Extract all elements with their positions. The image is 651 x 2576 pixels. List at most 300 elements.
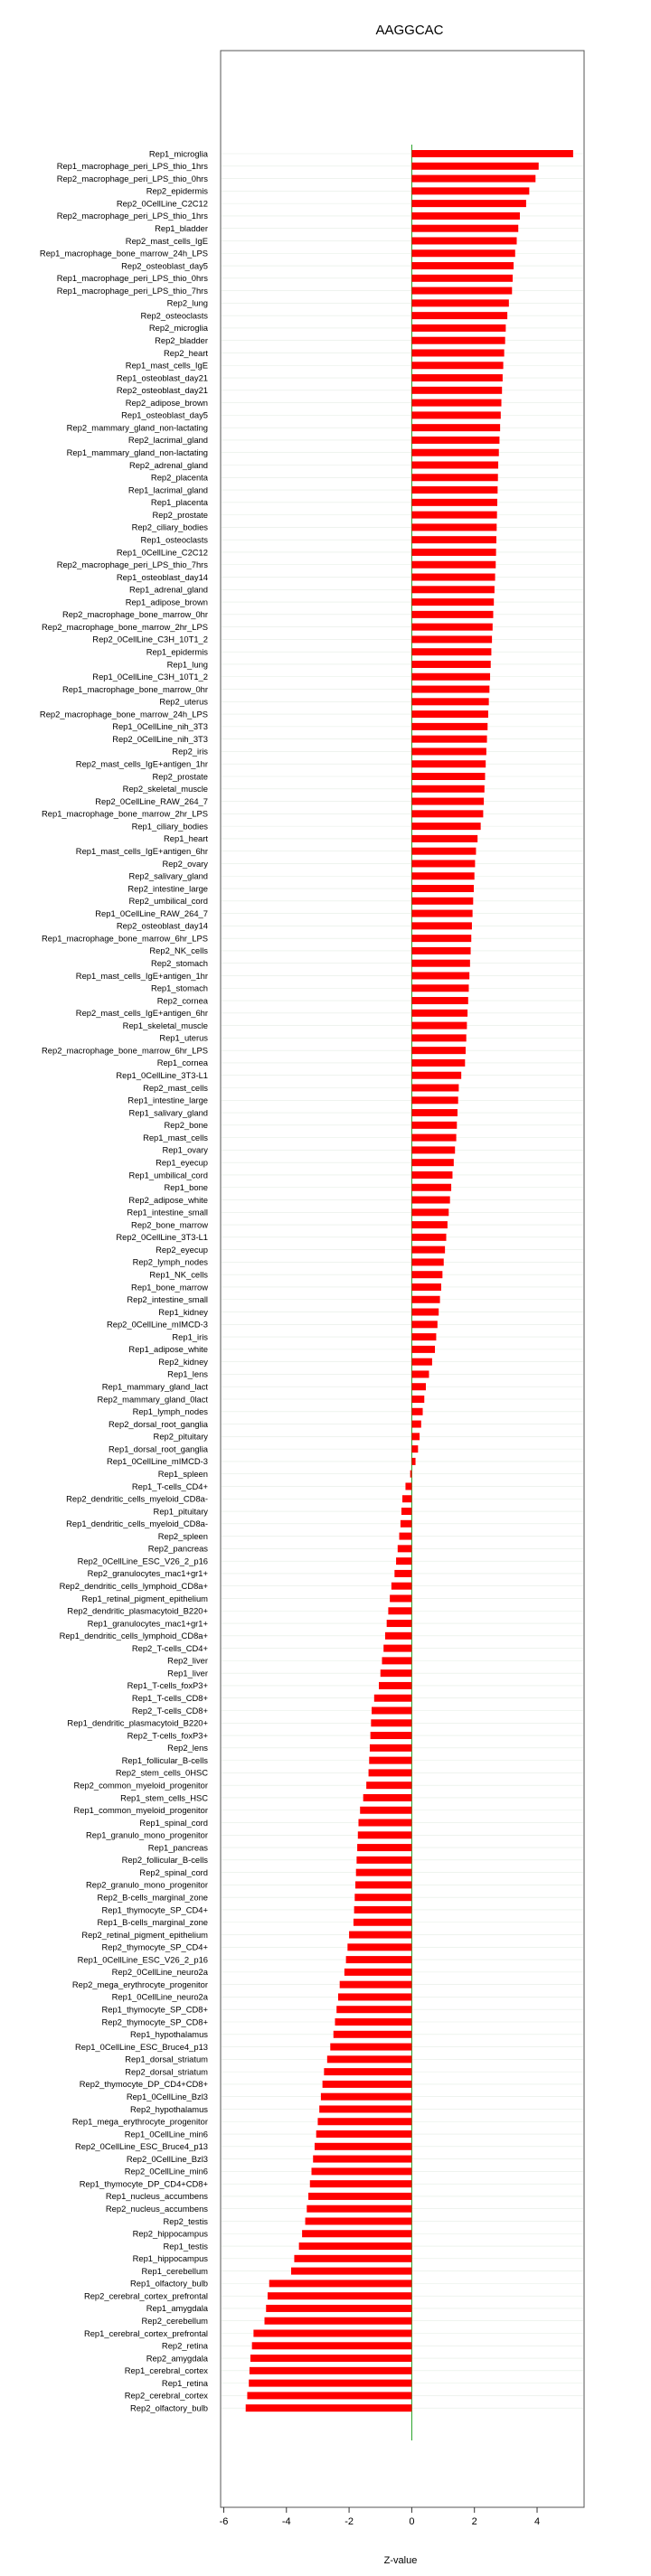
bar bbox=[411, 848, 476, 855]
bar bbox=[312, 2167, 412, 2175]
category-label: Rep2_uterus bbox=[159, 696, 208, 707]
category-label: Rep2_mammary_gland_0lact bbox=[97, 1394, 208, 1405]
category-label: Rep2_heart bbox=[164, 347, 208, 358]
category-label: Rep2_nucleus_accumbens bbox=[105, 2204, 208, 2214]
bar bbox=[336, 2006, 411, 2013]
bar bbox=[411, 723, 487, 730]
bar bbox=[330, 2044, 411, 2051]
bar bbox=[411, 200, 525, 207]
category-label: Rep2_testis bbox=[163, 2215, 208, 2226]
bar bbox=[358, 1831, 412, 1838]
category-label: Rep1_cerebellum bbox=[141, 2265, 208, 2276]
bar bbox=[411, 1034, 466, 1041]
category-label: Rep1_NK_cells bbox=[149, 1269, 208, 1280]
category-label: Rep1_pancreas bbox=[147, 1842, 208, 1853]
bar bbox=[411, 561, 495, 569]
category-label: Rep2_osteoblast_day14 bbox=[116, 920, 208, 931]
category-label: Rep2_T-cells_CD4+ bbox=[131, 1642, 208, 1653]
bar bbox=[360, 1807, 411, 1814]
bar bbox=[411, 1096, 458, 1104]
bar bbox=[411, 1022, 467, 1029]
bar bbox=[411, 212, 520, 220]
category-label: Rep1_microglia bbox=[148, 148, 208, 159]
bar bbox=[411, 1171, 452, 1179]
category-label: Rep1_spleen bbox=[157, 1468, 208, 1479]
bar bbox=[411, 823, 480, 830]
category-label: Rep2_0CellLine_nih_3T3 bbox=[112, 733, 208, 744]
bar bbox=[323, 2081, 412, 2088]
category-label: Rep1_follicular_B-cells bbox=[121, 1754, 208, 1765]
bar bbox=[411, 1184, 451, 1191]
category-label: Rep2_pituitary bbox=[153, 1431, 208, 1442]
category-label: Rep2_cerebral_cortex bbox=[124, 2390, 208, 2401]
bar bbox=[411, 449, 498, 456]
bar bbox=[411, 1221, 448, 1228]
category-label: Rep1_cornea bbox=[156, 1058, 208, 1068]
category-label: Rep1_iris bbox=[172, 1331, 208, 1342]
bar bbox=[354, 1906, 412, 1913]
bar bbox=[411, 598, 494, 606]
bar bbox=[382, 1657, 411, 1664]
category-label: Rep2_adipose_white bbox=[128, 1194, 208, 1205]
bar bbox=[411, 922, 472, 929]
category-label: Rep1_umbilical_cord bbox=[128, 1170, 208, 1180]
category-label: Rep1_thymocyte_SP_CD4+ bbox=[101, 1904, 208, 1915]
category-label: Rep1_adrenal_gland bbox=[128, 584, 208, 595]
category-label: Rep1_mast_cells_IgE bbox=[125, 360, 208, 371]
bar bbox=[268, 2292, 411, 2299]
category-label: Rep2_0CellLine_min6 bbox=[124, 2166, 208, 2176]
bar bbox=[411, 523, 496, 531]
bar bbox=[411, 1072, 461, 1079]
bar bbox=[390, 1594, 411, 1602]
bar bbox=[394, 1570, 411, 1577]
category-label: Rep1_olfactory_bulb bbox=[130, 2278, 208, 2289]
bar bbox=[411, 760, 486, 767]
bar bbox=[411, 747, 486, 755]
bar bbox=[411, 275, 513, 282]
category-label: Rep2_mammary_gland_non-lactating bbox=[66, 422, 208, 433]
category-label: Rep2_0CellLine_C2C12 bbox=[116, 198, 208, 209]
category-label: Rep2_NK_cells bbox=[149, 945, 208, 956]
category-label: Rep2_0CellLine_ESC_V26_2_p16 bbox=[77, 1556, 208, 1566]
category-label: Rep2_T-cells_CD8+ bbox=[131, 1705, 208, 1716]
bar bbox=[411, 1085, 458, 1092]
category-label: Rep2_mast_cells_IgE bbox=[125, 235, 208, 246]
bar bbox=[411, 947, 470, 954]
category-label: Rep2_prostate bbox=[152, 771, 208, 782]
bar bbox=[411, 686, 489, 693]
category-label: Rep2_amygdala bbox=[146, 2353, 208, 2364]
category-label: Rep2_macrophage_bone_marrow_2hr_LPS bbox=[42, 621, 208, 632]
category-label: Rep1_mast_cells bbox=[143, 1132, 208, 1142]
category-label: Rep1_macrophage_bone_marrow_2hr_LPS bbox=[42, 808, 208, 819]
chart-title: AAGGCAC bbox=[375, 23, 444, 38]
category-label: Rep2_dorsal_root_ganglia bbox=[108, 1418, 208, 1429]
category-label: Rep1_liver bbox=[167, 1668, 208, 1678]
bar bbox=[411, 536, 496, 543]
category-label: Rep2_mega_erythrocyte_progenitor bbox=[71, 1979, 208, 1989]
category-label: Rep1_bone bbox=[164, 1182, 208, 1193]
category-label: Rep1_hypothalamus bbox=[130, 2029, 208, 2040]
bar bbox=[411, 549, 495, 556]
x-tick-label: -2 bbox=[344, 2516, 354, 2527]
bar bbox=[411, 1433, 420, 1440]
category-label: Rep1_bone_marrow bbox=[131, 1282, 208, 1293]
bar bbox=[306, 2217, 412, 2224]
x-axis bbox=[220, 2507, 541, 2527]
bar bbox=[411, 499, 497, 506]
category-label: Rep2_dorsal_striatum bbox=[125, 2066, 208, 2077]
category-label: Rep2_thymocyte_DP_CD4+CD8+ bbox=[79, 2079, 208, 2090]
category-label: Rep1_0CellLine_min6 bbox=[124, 2129, 208, 2139]
bar bbox=[411, 736, 486, 743]
bar bbox=[411, 1383, 426, 1390]
bar bbox=[411, 810, 483, 817]
category-label: Rep2_prostate bbox=[152, 509, 208, 520]
category-label: Rep1_B-cells_marginal_zone bbox=[97, 1917, 208, 1928]
category-label: Rep1_0CellLine_ESC_Bruce4_p13 bbox=[75, 2041, 208, 2052]
bar bbox=[411, 1159, 453, 1166]
category-label: Rep2_follicular_B-cells bbox=[121, 1855, 208, 1866]
bar bbox=[411, 1370, 429, 1377]
bar bbox=[346, 1956, 412, 1963]
category-label: Rep1_skeletal_muscle bbox=[122, 1020, 208, 1030]
bar bbox=[250, 2367, 412, 2374]
bar bbox=[411, 150, 572, 157]
category-label: Rep1_lung bbox=[166, 659, 208, 670]
bar bbox=[355, 1881, 411, 1888]
category-label: Rep1_cerebral_cortex_prefrontal bbox=[83, 2327, 208, 2338]
bar bbox=[411, 324, 505, 332]
bar bbox=[400, 1533, 412, 1540]
category-label: Rep2_0CellLine_C3H_10T1_2 bbox=[92, 634, 208, 644]
category-label: Rep1_granulo_mono_progenitor bbox=[86, 1829, 208, 1840]
bar bbox=[310, 2180, 412, 2187]
bar bbox=[388, 1607, 411, 1614]
category-label: Rep1_spinal_cord bbox=[139, 1817, 208, 1828]
bar bbox=[247, 2392, 411, 2399]
category-label: Rep2_iris bbox=[172, 746, 208, 757]
bar bbox=[313, 2156, 411, 2163]
bar bbox=[302, 2230, 411, 2237]
bar bbox=[357, 1844, 411, 1851]
bar bbox=[411, 1134, 456, 1142]
category-label: Rep2_mast_cells_IgE+antigen_1hr bbox=[75, 758, 208, 769]
bar bbox=[411, 648, 491, 655]
category-label: Rep1_0CellLine_neuro2a bbox=[111, 1991, 208, 2002]
category-label: Rep2_microglia bbox=[148, 323, 208, 334]
bar bbox=[381, 1669, 412, 1677]
x-tick-label: -6 bbox=[219, 2516, 229, 2527]
bar bbox=[411, 835, 477, 842]
category-label: Rep1_macrophage_bone_marrow_0hr bbox=[61, 683, 208, 694]
category-label: Rep2_lens bbox=[167, 1743, 208, 1753]
bar bbox=[401, 1520, 411, 1528]
plot-frame bbox=[221, 51, 584, 2507]
bar bbox=[411, 773, 485, 780]
category-label: Rep1_macrophage_bone_marrow_6hr_LPS bbox=[42, 933, 208, 944]
category-label: Rep2_0CellLine_ESC_Bruce4_p13 bbox=[75, 2141, 208, 2152]
bar bbox=[411, 1197, 449, 1204]
bar bbox=[411, 635, 492, 643]
category-label: Rep2_osteoblast_day21 bbox=[116, 385, 208, 396]
bar bbox=[411, 474, 497, 481]
bar bbox=[327, 2055, 412, 2063]
bar bbox=[396, 1557, 411, 1565]
category-label: Rep2_intestine_large bbox=[127, 883, 208, 894]
category-label: Rep2_placenta bbox=[150, 472, 208, 483]
bar bbox=[315, 2143, 411, 2150]
category-label: Rep2_cerebral_cortex_prefrontal bbox=[83, 2290, 208, 2301]
category-label: Rep1_adipose_brown bbox=[125, 597, 208, 607]
category-label: Rep1_eyecup bbox=[156, 1157, 208, 1168]
category-label: Rep2_mast_cells bbox=[143, 1082, 208, 1093]
bar bbox=[344, 1969, 412, 1976]
category-label: Rep2_stem_cells_0HSC bbox=[115, 1767, 208, 1778]
bar bbox=[411, 984, 468, 992]
bar bbox=[411, 1333, 436, 1340]
bar bbox=[411, 387, 502, 394]
bar bbox=[411, 374, 503, 381]
category-label: Rep1_0CellLine_RAW_264_7 bbox=[95, 907, 208, 918]
bar bbox=[411, 710, 488, 718]
category-label: Rep2_0CellLine_neuro2a bbox=[111, 1967, 208, 1978]
category-label: Rep2_retina bbox=[161, 2340, 208, 2351]
bar bbox=[317, 2118, 411, 2125]
category-label: Rep1_placenta bbox=[150, 497, 208, 508]
category-label: Rep1_dendritic_cells_lymphoid_CD8a+ bbox=[59, 1631, 208, 1641]
category-label: Rep2_ovary bbox=[162, 858, 208, 869]
category-label: Rep2_pancreas bbox=[147, 1543, 208, 1554]
category-label: Rep1_T-cells_CD4+ bbox=[131, 1481, 208, 1491]
bar bbox=[371, 1719, 411, 1726]
bar bbox=[369, 1757, 411, 1764]
bar bbox=[411, 885, 474, 892]
category-label: Rep1_osteoblast_day5 bbox=[121, 409, 208, 420]
category-label: Rep1_0CellLine_mIMCD-3 bbox=[106, 1456, 208, 1467]
bar bbox=[387, 1620, 412, 1627]
category-label: Rep1_0CellLine_C2C12 bbox=[116, 547, 208, 558]
category-label: Rep1_dorsal_striatum bbox=[125, 2054, 208, 2064]
category-label: Rep1_osteoclasts bbox=[140, 534, 208, 545]
category-label: Rep1_kidney bbox=[158, 1306, 208, 1317]
category-label: Rep2_B-cells_marginal_zone bbox=[97, 1892, 208, 1903]
category-label: Rep1_adipose_white bbox=[128, 1344, 208, 1355]
bar bbox=[411, 424, 500, 431]
category-label: Rep2_macrophage_bone_marrow_6hr_LPS bbox=[42, 1045, 208, 1056]
category-label: Rep2_thymocyte_SP_CD4+ bbox=[101, 1941, 208, 1952]
bar bbox=[411, 437, 499, 444]
bar bbox=[411, 1445, 418, 1453]
bar bbox=[371, 1732, 412, 1739]
category-label: Rep2_macrophage_bone_marrow_24h_LPS bbox=[39, 709, 208, 719]
bar bbox=[411, 898, 473, 905]
category-label: Rep1_thymocyte_SP_CD8+ bbox=[101, 2004, 208, 2015]
bar bbox=[411, 337, 505, 344]
bar bbox=[392, 1583, 412, 1590]
category-label: Rep2_mast_cells_IgE+antigen_6hr bbox=[75, 1008, 208, 1019]
category-label: Rep2_eyecup bbox=[156, 1244, 208, 1255]
category-label: Rep1_mega_erythrocyte_progenitor bbox=[71, 2116, 208, 2127]
bar bbox=[358, 1819, 411, 1827]
category-label: Rep2_bladder bbox=[155, 335, 208, 345]
bar bbox=[411, 312, 507, 319]
bar bbox=[372, 1707, 411, 1715]
category-label: Rep2_adrenal_gland bbox=[128, 459, 208, 470]
category-label: Rep1_T-cells_CD8+ bbox=[131, 1693, 208, 1704]
bar bbox=[307, 2205, 411, 2213]
category-label: Rep2_adipose_brown bbox=[125, 397, 208, 408]
category-label: Rep1_dendritic_plasmacytoid_B220+ bbox=[67, 1717, 208, 1728]
bar bbox=[291, 2268, 411, 2275]
bar bbox=[411, 586, 494, 593]
bar bbox=[411, 1010, 467, 1017]
category-label: Rep2_stomach bbox=[150, 958, 208, 968]
x-tick-label: 0 bbox=[409, 2516, 415, 2527]
category-label: Rep2_ciliary_bodies bbox=[131, 522, 208, 532]
bar bbox=[411, 1359, 432, 1366]
bar bbox=[319, 2105, 411, 2112]
category-label: Rep2_umbilical_cord bbox=[128, 896, 208, 907]
bar bbox=[410, 1471, 412, 1478]
category-label: Rep1_macrophage_bone_marrow_24h_LPS bbox=[39, 248, 208, 259]
category-label: Rep2_liver bbox=[167, 1655, 208, 1666]
bar bbox=[324, 2068, 411, 2075]
bar bbox=[411, 1421, 420, 1428]
bar bbox=[321, 2093, 412, 2101]
category-label: Rep1_dorsal_root_ganglia bbox=[108, 1443, 208, 1454]
category-labels bbox=[40, 148, 209, 2412]
category-label: Rep2_dendritic_cells_myeloid_CD8a- bbox=[66, 1493, 208, 1504]
bar bbox=[411, 225, 518, 232]
category-label: Rep1_testis bbox=[163, 2241, 208, 2252]
x-tick-label: -4 bbox=[281, 2516, 291, 2527]
bar bbox=[411, 1396, 424, 1403]
category-label: Rep1_pituitary bbox=[153, 1506, 208, 1517]
bar bbox=[411, 611, 493, 618]
bar bbox=[411, 1346, 435, 1353]
category-label: Rep2_dendritic_plasmacytoid_B220+ bbox=[67, 1605, 208, 1616]
bar bbox=[411, 1208, 448, 1216]
bar bbox=[366, 1782, 411, 1789]
x-tick-label: 2 bbox=[471, 2516, 477, 2527]
x-axis-label: Z-value bbox=[383, 2555, 418, 2566]
category-label: Rep2_olfactory_bulb bbox=[130, 2402, 208, 2413]
bar bbox=[347, 1943, 411, 1951]
category-label: Rep2_0CellLine_Bzl3 bbox=[126, 2153, 208, 2164]
bar bbox=[308, 2193, 411, 2200]
bar bbox=[356, 1869, 412, 1876]
bar bbox=[383, 1645, 411, 1652]
category-label: Rep1_granulocytes_mac1+gr1+ bbox=[87, 1618, 208, 1629]
bar bbox=[299, 2242, 412, 2250]
category-label: Rep1_uterus bbox=[159, 1032, 208, 1043]
category-label: Rep1_nucleus_accumbens bbox=[105, 2191, 208, 2202]
bar bbox=[411, 910, 472, 917]
bar bbox=[411, 574, 495, 581]
bar bbox=[334, 2031, 412, 2038]
category-label: Rep1_mammary_gland_lact bbox=[101, 1381, 208, 1392]
category-label: Rep1_stomach bbox=[150, 982, 208, 993]
category-label: Rep2_macrophage_peri_LPS_thio_0hrs bbox=[56, 173, 208, 183]
bar bbox=[411, 486, 497, 494]
bar bbox=[335, 2018, 411, 2026]
bar bbox=[363, 1794, 412, 1801]
bar bbox=[249, 2380, 411, 2387]
category-label: Rep1_ciliary_bodies bbox=[131, 821, 208, 832]
bar bbox=[374, 1695, 412, 1702]
bar bbox=[398, 1545, 412, 1552]
category-label: Rep1_epidermis bbox=[146, 646, 208, 657]
category-label: Rep2_cornea bbox=[156, 995, 208, 1006]
category-label: Rep2_macrophage_bone_marrow_0hr bbox=[61, 609, 208, 620]
category-label: Rep1_dendritic_cells_myeloid_CD8a- bbox=[66, 1518, 208, 1529]
category-label: Rep1_lacrimal_gland bbox=[127, 484, 208, 495]
category-label: Rep2_T-cells_foxP3+ bbox=[127, 1730, 208, 1741]
category-label: Rep2_granulocytes_mac1+gr1+ bbox=[87, 1568, 208, 1579]
bar bbox=[411, 1246, 445, 1254]
category-label: Rep1_0CellLine_nih_3T3 bbox=[112, 721, 208, 732]
category-label: Rep2_0CellLine_mIMCD-3 bbox=[106, 1319, 208, 1330]
bar bbox=[340, 1981, 412, 1988]
category-label: Rep2_0CellLine_3T3-L1 bbox=[116, 1232, 208, 1243]
bar bbox=[411, 175, 535, 183]
category-label: Rep1_retina bbox=[161, 2377, 208, 2388]
bar bbox=[246, 2404, 412, 2411]
bar bbox=[338, 1993, 411, 2000]
bar bbox=[411, 299, 508, 306]
category-label: Rep1_cerebral_cortex bbox=[124, 2365, 208, 2376]
category-label: Rep2_dendritic_cells_lymphoid_CD8a+ bbox=[59, 1581, 208, 1591]
category-label: Rep2_osteoblast_day5 bbox=[121, 260, 208, 271]
bar bbox=[411, 237, 516, 244]
category-label: Rep1_mammary_gland_non-lactating bbox=[66, 447, 208, 458]
bar bbox=[402, 1495, 411, 1502]
bar bbox=[265, 2317, 412, 2325]
category-label: Rep2_macrophage_peri_LPS_thio_7hrs bbox=[56, 559, 208, 570]
category-label: Rep2_lacrimal_gland bbox=[127, 435, 208, 446]
bar bbox=[411, 349, 504, 356]
bar bbox=[411, 860, 475, 867]
bar bbox=[354, 1919, 411, 1926]
bar bbox=[411, 997, 467, 1004]
category-label: Rep1_heart bbox=[164, 833, 208, 844]
bar bbox=[411, 287, 512, 295]
category-label: Rep1_stem_cells_HSC bbox=[120, 1792, 208, 1803]
category-label: Rep2_salivary_gland bbox=[128, 870, 208, 881]
bar bbox=[411, 698, 488, 705]
bar bbox=[401, 1508, 411, 1515]
bar bbox=[411, 187, 529, 194]
category-label: Rep1_0CellLine_Bzl3 bbox=[126, 2091, 208, 2101]
category-label: Rep2_epidermis bbox=[146, 185, 208, 196]
category-label: Rep1_macrophage_peri_LPS_thio_1hrs bbox=[56, 161, 208, 172]
category-label: Rep1_osteoblast_day14 bbox=[116, 571, 208, 582]
bar bbox=[294, 2255, 411, 2262]
category-label: Rep2_kidney bbox=[158, 1356, 208, 1367]
category-label: Rep1_amygdala bbox=[146, 2303, 208, 2314]
category-label: Rep1_mast_cells_IgE+antigen_6hr bbox=[75, 845, 208, 856]
bar bbox=[411, 798, 484, 805]
category-label: Rep2_cerebellum bbox=[141, 2316, 208, 2327]
bar bbox=[253, 2330, 411, 2337]
category-label: Rep2_lymph_nodes bbox=[132, 1256, 208, 1267]
category-label: Rep2_spleen bbox=[157, 1530, 208, 1541]
bar bbox=[411, 249, 514, 257]
bar bbox=[266, 2305, 411, 2312]
category-label: Rep2_spinal_cord bbox=[139, 1866, 208, 1877]
